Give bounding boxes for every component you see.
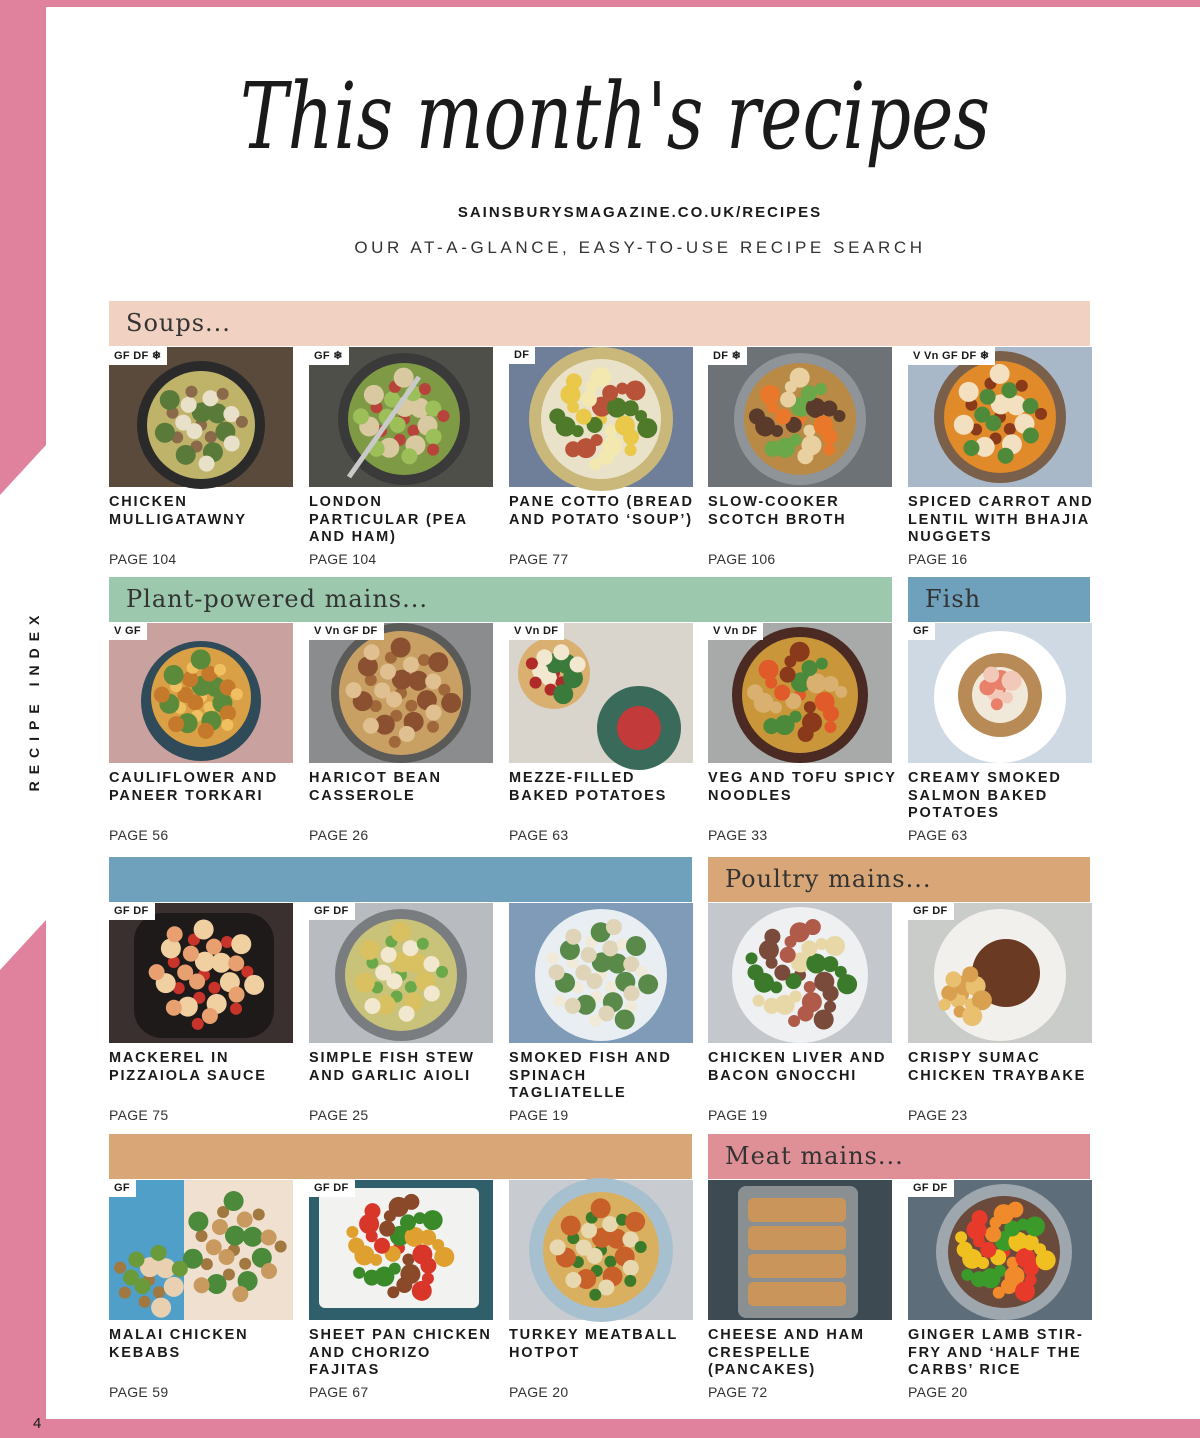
recipe-card[interactable] bbox=[708, 903, 892, 1133]
recipe-name: SPICED CARROT AND LENTIL WITH BHAJIA NUGGETS bbox=[908, 494, 1094, 545]
section-tab-recipe-index bbox=[14, 600, 54, 804]
section-banner-poultry-mains: Poultry mains... bbox=[708, 857, 1090, 902]
recipe-photo bbox=[109, 623, 293, 763]
recipe-name: CRISPY SUMAC CHICKEN TRAYBAKE bbox=[908, 1050, 1087, 1084]
dish-image bbox=[309, 903, 493, 1043]
dietary-badge: V Vn DF bbox=[509, 623, 564, 640]
recipe-page-number: PAGE 63 bbox=[908, 827, 968, 843]
recipe-card[interactable] bbox=[309, 1180, 493, 1410]
recipe-page-number: PAGE 59 bbox=[109, 1384, 169, 1400]
recipe-photo bbox=[908, 347, 1092, 487]
dietary-badge: DF ❄ bbox=[708, 347, 747, 365]
dish-image bbox=[109, 623, 293, 763]
recipe-card[interactable] bbox=[109, 1180, 293, 1410]
recipe-photo bbox=[109, 1180, 293, 1320]
section-banner-plant-powered-mains: Plant-powered mains... bbox=[109, 577, 892, 622]
recipe-name: GINGER LAMB STIR-FRY AND ‘HALF THE CARBS’ RICE bbox=[908, 1327, 1084, 1378]
dietary-badge: V Vn DF bbox=[708, 623, 763, 640]
recipe-name: VEG AND TOFU SPICY NOODLES bbox=[708, 770, 897, 804]
recipe-page-number: PAGE 20 bbox=[509, 1384, 569, 1400]
recipe-photo bbox=[309, 347, 493, 487]
recipe-page-number: PAGE 77 bbox=[509, 551, 569, 567]
recipe-photo bbox=[908, 903, 1092, 1043]
recipe-page-number: PAGE 104 bbox=[309, 551, 377, 567]
dish-image bbox=[109, 1180, 293, 1320]
dish-image bbox=[708, 623, 892, 763]
recipe-page-number: PAGE 19 bbox=[708, 1107, 768, 1123]
recipe-photo bbox=[509, 903, 693, 1043]
page-title bbox=[200, 40, 1030, 200]
dietary-badge: GF bbox=[109, 1180, 136, 1197]
recipe-name: CHEESE AND HAM CRESPELLE (PANCAKES) bbox=[708, 1327, 865, 1378]
recipe-card[interactable] bbox=[509, 623, 693, 853]
recipe-card[interactable] bbox=[309, 903, 493, 1133]
recipe-card[interactable] bbox=[908, 347, 1092, 577]
recipe-photo bbox=[109, 347, 293, 487]
dish-image bbox=[509, 1180, 693, 1320]
dietary-badge: GF DF bbox=[109, 903, 155, 920]
recipe-page-number: PAGE 26 bbox=[309, 827, 369, 843]
recipe-card[interactable] bbox=[109, 903, 293, 1133]
recipe-name: MACKEREL IN PIZZAIOLA SAUCE bbox=[109, 1050, 267, 1084]
section-tab-label: RECIPE INDEX bbox=[26, 608, 42, 792]
recipe-name: TURKEY MEATBALL HOTPOT bbox=[509, 1327, 678, 1361]
recipe-name: SHEET PAN CHICKEN AND CHORIZO FAJITAS bbox=[309, 1327, 492, 1378]
recipe-photo bbox=[109, 903, 293, 1043]
recipe-name: SMOKED FISH AND SPINACH TAGLIATELLE bbox=[509, 1050, 672, 1101]
recipe-card[interactable] bbox=[109, 623, 293, 853]
dish-image bbox=[509, 903, 693, 1043]
recipe-card[interactable] bbox=[708, 623, 897, 853]
dish-image bbox=[708, 347, 892, 487]
dish-image bbox=[109, 903, 293, 1043]
page-title-text: This month's recipes bbox=[240, 63, 990, 170]
website-url: SAINSBURYSMAGAZINE.CO.UK/RECIPES bbox=[457, 204, 823, 221]
recipe-page-number: PAGE 19 bbox=[509, 1107, 569, 1123]
recipe-photo bbox=[509, 1180, 693, 1320]
dish-image bbox=[109, 347, 293, 487]
recipe-name: MEZZE-FILLED BAKED POTATOES bbox=[509, 770, 668, 804]
dish-image bbox=[908, 903, 1092, 1043]
recipe-card[interactable] bbox=[908, 1180, 1092, 1410]
recipe-photo bbox=[509, 347, 693, 487]
recipe-name: SIMPLE FISH STEW AND GARLIC AIOLI bbox=[309, 1050, 475, 1084]
dietary-badge: GF ❄ bbox=[309, 347, 349, 365]
recipe-photo bbox=[908, 623, 1092, 763]
recipe-card[interactable] bbox=[708, 347, 892, 577]
page-border-bottom bbox=[0, 1419, 1200, 1438]
recipe-page-number: PAGE 67 bbox=[309, 1384, 369, 1400]
recipe-card[interactable] bbox=[109, 347, 293, 577]
recipe-card[interactable] bbox=[908, 903, 1092, 1133]
recipe-card[interactable] bbox=[509, 347, 693, 577]
recipe-page-number: PAGE 56 bbox=[109, 827, 169, 843]
recipe-card[interactable] bbox=[509, 1180, 693, 1410]
recipe-card[interactable] bbox=[908, 623, 1092, 853]
dietary-badge: V Vn GF DF bbox=[309, 623, 384, 640]
recipe-page-number: PAGE 63 bbox=[509, 827, 569, 843]
dietary-badge: DF bbox=[509, 347, 535, 364]
dietary-badge: GF DF bbox=[309, 1180, 355, 1197]
recipe-name: CREAMY SMOKED SALMON BAKED POTATOES bbox=[908, 770, 1062, 821]
recipe-card[interactable] bbox=[509, 903, 693, 1133]
recipe-page-number: PAGE 23 bbox=[908, 1107, 968, 1123]
recipe-page-number: PAGE 75 bbox=[109, 1107, 169, 1123]
recipe-page-number: PAGE 104 bbox=[109, 551, 177, 567]
recipe-name: LONDON PARTICULAR (PEA AND HAM) bbox=[309, 494, 468, 545]
recipe-page-number: PAGE 25 bbox=[309, 1107, 369, 1123]
dish-image bbox=[309, 623, 493, 763]
recipe-photo bbox=[309, 623, 493, 763]
recipe-page-number: PAGE 72 bbox=[708, 1384, 768, 1400]
dish-image bbox=[509, 623, 693, 763]
tagline: OUR AT-A-GLANCE, EASY-TO-USE RECIPE SEARCH bbox=[354, 238, 926, 257]
recipe-name: CHICKEN MULLIGATAWNY bbox=[109, 494, 247, 528]
recipe-photo bbox=[708, 623, 892, 763]
recipe-photo bbox=[509, 623, 693, 763]
dish-image bbox=[309, 347, 493, 487]
dish-image bbox=[708, 1180, 892, 1320]
section-banner-soups: Soups... bbox=[109, 301, 1090, 346]
recipe-name: CHICKEN LIVER AND BACON GNOCCHI bbox=[708, 1050, 887, 1084]
dietary-badge: V Vn GF DF ❄ bbox=[908, 347, 995, 365]
dish-image bbox=[309, 1180, 493, 1320]
recipe-name: CAULIFLOWER AND PANEER TORKARI bbox=[109, 770, 279, 804]
recipe-name: PANE COTTO (BREAD AND POTATO ‘SOUP’) bbox=[509, 494, 694, 528]
section-banner-poultry-continued bbox=[109, 1134, 692, 1179]
recipe-card[interactable] bbox=[309, 347, 493, 577]
section-banner-meat-mains: Meat mains... bbox=[708, 1134, 1090, 1179]
dietary-badge: GF DF ❄ bbox=[109, 347, 167, 365]
recipe-photo bbox=[708, 1180, 892, 1320]
recipe-photo bbox=[908, 1180, 1092, 1320]
recipe-name: SLOW-COOKER SCOTCH BROTH bbox=[708, 494, 847, 528]
recipe-photo bbox=[708, 347, 892, 487]
recipe-name: HARICOT BEAN CASSEROLE bbox=[309, 770, 442, 804]
section-banner-fish-mains: Fish bbox=[908, 577, 1090, 622]
dish-image bbox=[908, 347, 1092, 487]
recipe-photo bbox=[309, 1180, 493, 1320]
recipe-page-number: PAGE 33 bbox=[708, 827, 768, 843]
recipe-page-number: PAGE 106 bbox=[708, 551, 776, 567]
recipe-page-number: PAGE 20 bbox=[908, 1384, 968, 1400]
recipe-card[interactable] bbox=[708, 1180, 892, 1410]
dietary-badge: GF DF bbox=[908, 903, 954, 920]
dietary-badge: GF DF bbox=[908, 1180, 954, 1197]
dietary-badge: V GF bbox=[109, 623, 147, 640]
page-border-top bbox=[0, 0, 1200, 7]
page-number: 4 bbox=[33, 1415, 42, 1432]
recipe-photo bbox=[309, 903, 493, 1043]
dish-image bbox=[708, 903, 892, 1043]
recipe-name: MALAI CHICKEN KEBABS bbox=[109, 1327, 249, 1361]
dietary-badge: GF bbox=[908, 623, 935, 640]
dietary-badge: GF DF bbox=[309, 903, 355, 920]
section-banner-fish-continued bbox=[109, 857, 692, 902]
recipe-card[interactable] bbox=[309, 623, 493, 853]
recipe-page-number: PAGE 16 bbox=[908, 551, 968, 567]
dish-image bbox=[908, 1180, 1092, 1320]
recipe-photo bbox=[708, 903, 892, 1043]
dish-image bbox=[509, 347, 693, 487]
dish-image bbox=[908, 623, 1092, 763]
